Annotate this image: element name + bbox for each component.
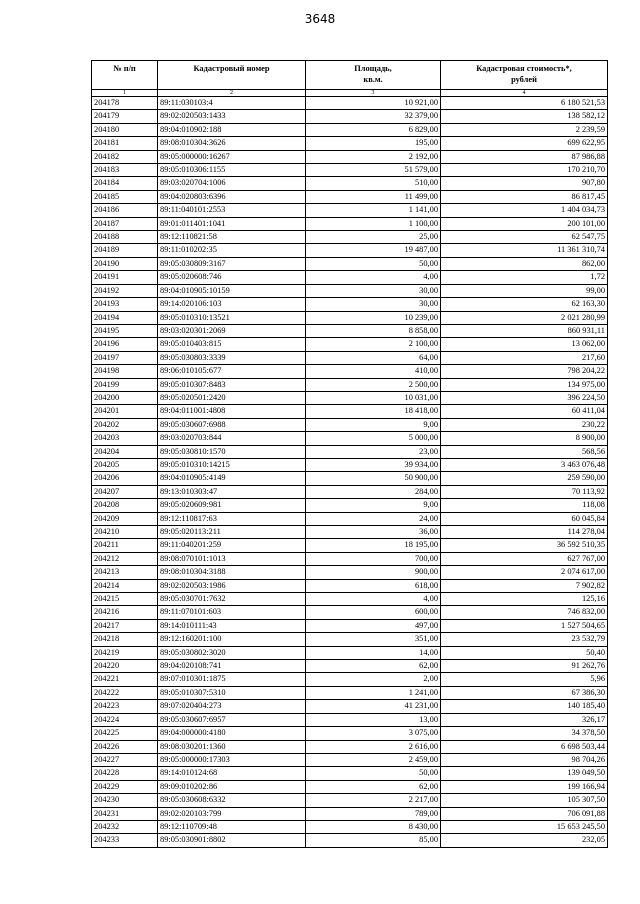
cadastral-value: 60 045,84 bbox=[441, 512, 608, 525]
table-row bbox=[92, 552, 608, 565]
area-value: 8 430,00 bbox=[306, 820, 441, 833]
cadastral-value: 230,22 bbox=[441, 418, 608, 431]
cadastral-number: 89:04:020803:6396 bbox=[158, 190, 306, 203]
cadastral-value: 114 278,04 bbox=[441, 526, 608, 539]
table-row bbox=[92, 512, 608, 525]
row-index: 204179 bbox=[92, 110, 158, 123]
table-row bbox=[92, 123, 608, 136]
row-index: 204204 bbox=[92, 445, 158, 458]
cadastral-value: 67 386,30 bbox=[441, 686, 608, 699]
cadastral-number: 89:12:110821:58 bbox=[158, 231, 306, 244]
area-value: 284,00 bbox=[306, 485, 441, 498]
row-index: 204224 bbox=[92, 713, 158, 726]
row-index: 204223 bbox=[92, 700, 158, 713]
area-value: 789,00 bbox=[306, 807, 441, 820]
row-index: 204226 bbox=[92, 740, 158, 753]
cadastral-number: 89:01:011401:1041 bbox=[158, 217, 306, 230]
cadastral-value: 91 262,76 bbox=[441, 660, 608, 673]
row-index: 204195 bbox=[92, 324, 158, 337]
area-value: 2 217,00 bbox=[306, 794, 441, 807]
area-value: 30,00 bbox=[306, 284, 441, 297]
cadastral-number: 89:04:000000:4180 bbox=[158, 727, 306, 740]
cadastral-value: 907,80 bbox=[441, 177, 608, 190]
cadastral-number: 89:05:030802:3020 bbox=[158, 646, 306, 659]
cadastral-value: 13 062,00 bbox=[441, 338, 608, 351]
table-row bbox=[92, 767, 608, 780]
cadastral-number: 89:11:040201:259 bbox=[158, 539, 306, 552]
row-index: 204225 bbox=[92, 727, 158, 740]
cadastral-value: 860 931,11 bbox=[441, 324, 608, 337]
area-value: 13,00 bbox=[306, 713, 441, 726]
column-number-row bbox=[92, 90, 608, 97]
area-value: 32 379,00 bbox=[306, 110, 441, 123]
table-row bbox=[92, 485, 608, 498]
cadastral-value: 217,60 bbox=[441, 351, 608, 364]
table-row bbox=[92, 593, 608, 606]
row-index: 204193 bbox=[92, 298, 158, 311]
header-area: Площадь, кв.м. bbox=[306, 61, 441, 90]
cadastral-number: 89:05:020501:2420 bbox=[158, 391, 306, 404]
cadastral-value: 70 113,92 bbox=[441, 485, 608, 498]
cadastral-value: 125,16 bbox=[441, 593, 608, 606]
table-row bbox=[92, 566, 608, 579]
table-row bbox=[92, 700, 608, 713]
cadastral-value: 6 180 521,53 bbox=[441, 97, 608, 110]
area-value: 24,00 bbox=[306, 512, 441, 525]
row-index: 204213 bbox=[92, 566, 158, 579]
area-value: 64,00 bbox=[306, 351, 441, 364]
area-value: 2,00 bbox=[306, 673, 441, 686]
cadastral-value: 326,17 bbox=[441, 713, 608, 726]
table-row bbox=[92, 499, 608, 512]
cadastral-table bbox=[91, 60, 608, 848]
area-value: 2 500,00 bbox=[306, 378, 441, 391]
cadastral-value: 98 704,26 bbox=[441, 753, 608, 766]
row-index: 204232 bbox=[92, 820, 158, 833]
area-value: 62,00 bbox=[306, 660, 441, 673]
cadastral-value: 798 204,22 bbox=[441, 365, 608, 378]
area-value: 25,00 bbox=[306, 231, 441, 244]
table-row bbox=[92, 673, 608, 686]
area-value: 39 934,00 bbox=[306, 458, 441, 471]
area-value: 6 829,00 bbox=[306, 123, 441, 136]
row-index: 204180 bbox=[92, 123, 158, 136]
row-index: 204233 bbox=[92, 834, 158, 847]
row-index: 204200 bbox=[92, 391, 158, 404]
cadastral-value: 36 592 510,35 bbox=[441, 539, 608, 552]
cadastral-number: 89:03:020703:844 bbox=[158, 432, 306, 445]
cadastral-value: 99,00 bbox=[441, 284, 608, 297]
area-value: 4,00 bbox=[306, 593, 441, 606]
cadastral-number: 89:05:030901:8802 bbox=[158, 834, 306, 847]
table-row bbox=[92, 713, 608, 726]
cadastral-number: 89:12:160201:100 bbox=[158, 633, 306, 646]
cadastral-number: 89:03:020301:2069 bbox=[158, 324, 306, 337]
table-row bbox=[92, 338, 608, 351]
area-value: 8 858,00 bbox=[306, 324, 441, 337]
cadastral-number: 89:07:020404:273 bbox=[158, 700, 306, 713]
area-value: 23,00 bbox=[306, 445, 441, 458]
area-value: 41 231,00 bbox=[306, 700, 441, 713]
cadastral-value: 50,40 bbox=[441, 646, 608, 659]
row-index: 204194 bbox=[92, 311, 158, 324]
cadastral-value: 706 091,88 bbox=[441, 807, 608, 820]
cadastral-number: 89:05:030810:1570 bbox=[158, 445, 306, 458]
table-row bbox=[92, 97, 608, 110]
cadastral-number: 89:08:030201:1360 bbox=[158, 740, 306, 753]
cadastral-number: 89:05:030809:3167 bbox=[158, 257, 306, 270]
table-row bbox=[92, 753, 608, 766]
cadastral-number: 89:05:020609:981 bbox=[158, 499, 306, 512]
cadastral-number: 89:14:010124:68 bbox=[158, 767, 306, 780]
cadastral-number: 89:05:010307:5310 bbox=[158, 686, 306, 699]
row-index: 204206 bbox=[92, 472, 158, 485]
area-value: 18 195,00 bbox=[306, 539, 441, 552]
cadastral-value: 34 378,50 bbox=[441, 727, 608, 740]
cadastral-number: 89:05:030701:7632 bbox=[158, 593, 306, 606]
row-index: 204182 bbox=[92, 150, 158, 163]
area-value: 36,00 bbox=[306, 526, 441, 539]
row-index: 204185 bbox=[92, 190, 158, 203]
row-index: 204216 bbox=[92, 606, 158, 619]
row-index: 204201 bbox=[92, 405, 158, 418]
cadastral-value: 2 021 280,99 bbox=[441, 311, 608, 324]
table-row bbox=[92, 727, 608, 740]
row-index: 204212 bbox=[92, 552, 158, 565]
area-value: 50 900,00 bbox=[306, 472, 441, 485]
cadastral-number: 89:08:010304:3626 bbox=[158, 137, 306, 150]
cadastral-number: 89:08:070101:1013 bbox=[158, 552, 306, 565]
cadastral-number: 89:05:000000:16267 bbox=[158, 150, 306, 163]
cadastral-value: 746 832,00 bbox=[441, 606, 608, 619]
table-row bbox=[92, 257, 608, 270]
cadastral-value: 134 975,00 bbox=[441, 378, 608, 391]
row-index: 204199 bbox=[92, 378, 158, 391]
table-row bbox=[92, 217, 608, 230]
row-index: 204230 bbox=[92, 794, 158, 807]
column-number: 4 bbox=[441, 90, 608, 97]
header-index: № п/п bbox=[92, 61, 158, 90]
table-row bbox=[92, 190, 608, 203]
table-row bbox=[92, 110, 608, 123]
table-row bbox=[92, 284, 608, 297]
table-row bbox=[92, 204, 608, 217]
cadastral-number: 89:04:010905:10159 bbox=[158, 284, 306, 297]
column-number: 2 bbox=[158, 90, 306, 97]
row-index: 204202 bbox=[92, 418, 158, 431]
area-value: 11 499,00 bbox=[306, 190, 441, 203]
cadastral-value: 627 767,00 bbox=[441, 552, 608, 565]
area-value: 2 100,00 bbox=[306, 338, 441, 351]
table-row bbox=[92, 271, 608, 284]
cadastral-number: 89:02:020103:799 bbox=[158, 807, 306, 820]
cadastral-number: 89:05:030608:6332 bbox=[158, 794, 306, 807]
row-index: 204229 bbox=[92, 780, 158, 793]
area-value: 9,00 bbox=[306, 499, 441, 512]
cadastral-number: 89:03:020704:1006 bbox=[158, 177, 306, 190]
table-row bbox=[92, 244, 608, 257]
area-value: 700,00 bbox=[306, 552, 441, 565]
cadastral-value: 62 163,30 bbox=[441, 298, 608, 311]
table-row bbox=[92, 606, 608, 619]
cadastral-value: 60 411,04 bbox=[441, 405, 608, 418]
row-index: 204191 bbox=[92, 271, 158, 284]
cadastral-number: 89:12:110709:48 bbox=[158, 820, 306, 833]
row-index: 204211 bbox=[92, 539, 158, 552]
area-value: 50,00 bbox=[306, 257, 441, 270]
cadastral-value: 87 986,88 bbox=[441, 150, 608, 163]
area-value: 618,00 bbox=[306, 579, 441, 592]
table-row bbox=[92, 418, 608, 431]
table-row bbox=[92, 660, 608, 673]
table-row bbox=[92, 150, 608, 163]
row-index: 204198 bbox=[92, 365, 158, 378]
area-value: 5 000,00 bbox=[306, 432, 441, 445]
cadastral-number: 89:06:010105:677 bbox=[158, 365, 306, 378]
cadastral-number: 89:04:020108:741 bbox=[158, 660, 306, 673]
table-row bbox=[92, 177, 608, 190]
row-index: 204208 bbox=[92, 499, 158, 512]
cadastral-value: 105 307,50 bbox=[441, 794, 608, 807]
area-value: 2 192,00 bbox=[306, 150, 441, 163]
cadastral-number: 89:05:010403:815 bbox=[158, 338, 306, 351]
cadastral-number: 89:04:010905:4149 bbox=[158, 472, 306, 485]
cadastral-number: 89:05:030607:6957 bbox=[158, 713, 306, 726]
cadastral-value: 138 582,12 bbox=[441, 110, 608, 123]
row-index: 204203 bbox=[92, 432, 158, 445]
cadastral-value: 396 224,50 bbox=[441, 391, 608, 404]
cadastral-value: 23 532,79 bbox=[441, 633, 608, 646]
area-value: 510,00 bbox=[306, 177, 441, 190]
cadastral-number: 89:13:010303:47 bbox=[158, 485, 306, 498]
cadastral-value: 1 404 034,73 bbox=[441, 204, 608, 217]
row-index: 204231 bbox=[92, 807, 158, 820]
table-row bbox=[92, 579, 608, 592]
table-row bbox=[92, 231, 608, 244]
row-index: 204186 bbox=[92, 204, 158, 217]
row-index: 204178 bbox=[92, 97, 158, 110]
cadastral-number: 89:14:010111:43 bbox=[158, 619, 306, 632]
row-index: 204221 bbox=[92, 673, 158, 686]
cadastral-number: 89:05:000000:17303 bbox=[158, 753, 306, 766]
row-index: 204205 bbox=[92, 458, 158, 471]
table-row bbox=[92, 619, 608, 632]
cadastral-value: 199 166,94 bbox=[441, 780, 608, 793]
table-row bbox=[92, 311, 608, 324]
cadastral-number: 89:11:030103:4 bbox=[158, 97, 306, 110]
table-row bbox=[92, 740, 608, 753]
row-index: 204197 bbox=[92, 351, 158, 364]
cadastral-number: 89:05:010310:14215 bbox=[158, 458, 306, 471]
cadastral-value: 259 590,00 bbox=[441, 472, 608, 485]
area-value: 1 141,00 bbox=[306, 204, 441, 217]
row-index: 204214 bbox=[92, 579, 158, 592]
area-value: 9,00 bbox=[306, 418, 441, 431]
row-index: 204183 bbox=[92, 164, 158, 177]
table-row bbox=[92, 794, 608, 807]
row-index: 204217 bbox=[92, 619, 158, 632]
table-row bbox=[92, 365, 608, 378]
cadastral-value: 862,00 bbox=[441, 257, 608, 270]
table-row bbox=[92, 458, 608, 471]
table-row bbox=[92, 780, 608, 793]
cadastral-number: 89:05:010307:8483 bbox=[158, 378, 306, 391]
cadastral-value: 8 900,00 bbox=[441, 432, 608, 445]
cadastral-value: 3 463 076,48 bbox=[441, 458, 608, 471]
row-index: 204209 bbox=[92, 512, 158, 525]
cadastral-value: 86 817,45 bbox=[441, 190, 608, 203]
area-value: 18 418,00 bbox=[306, 405, 441, 418]
area-value: 85,00 bbox=[306, 834, 441, 847]
cadastral-value: 62 547,75 bbox=[441, 231, 608, 244]
cadastral-value: 170 210,70 bbox=[441, 164, 608, 177]
area-value: 10 239,00 bbox=[306, 311, 441, 324]
row-index: 204220 bbox=[92, 660, 158, 673]
cadastral-value: 139 049,50 bbox=[441, 767, 608, 780]
area-value: 2 459,00 bbox=[306, 753, 441, 766]
cadastral-number: 89:08:010304:3188 bbox=[158, 566, 306, 579]
row-index: 204227 bbox=[92, 753, 158, 766]
area-value: 51 579,00 bbox=[306, 164, 441, 177]
cadastral-value: 568,56 bbox=[441, 445, 608, 458]
area-value: 30,00 bbox=[306, 298, 441, 311]
table-row bbox=[92, 378, 608, 391]
table-row bbox=[92, 646, 608, 659]
area-value: 351,00 bbox=[306, 633, 441, 646]
table-row bbox=[92, 137, 608, 150]
table-row bbox=[92, 445, 608, 458]
table-row bbox=[92, 391, 608, 404]
header-cadastral-value: Кадастровая стоимость*, рублей bbox=[441, 61, 608, 90]
cadastral-number: 89:05:010310:13521 bbox=[158, 311, 306, 324]
table-row bbox=[92, 820, 608, 833]
cadastral-number: 89:05:010306:1155 bbox=[158, 164, 306, 177]
page-number: 3648 bbox=[304, 12, 336, 26]
row-index: 204184 bbox=[92, 177, 158, 190]
header-cadastral-number: Кадастровый номер bbox=[158, 61, 306, 90]
cadastral-number: 89:05:020608:746 bbox=[158, 271, 306, 284]
table-row bbox=[92, 834, 608, 847]
table-row bbox=[92, 633, 608, 646]
column-number: 1 bbox=[92, 90, 158, 97]
area-value: 410,00 bbox=[306, 365, 441, 378]
row-index: 204218 bbox=[92, 633, 158, 646]
cadastral-number: 89:02:020503:1433 bbox=[158, 110, 306, 123]
cadastral-value: 118,08 bbox=[441, 499, 608, 512]
table-row bbox=[92, 472, 608, 485]
area-value: 4,00 bbox=[306, 271, 441, 284]
cadastral-value: 7 902,82 bbox=[441, 579, 608, 592]
table-row bbox=[92, 686, 608, 699]
cadastral-value: 2 074 617,00 bbox=[441, 566, 608, 579]
area-value: 900,00 bbox=[306, 566, 441, 579]
table-row bbox=[92, 351, 608, 364]
cadastral-value: 1 527 504,65 bbox=[441, 619, 608, 632]
table-row bbox=[92, 298, 608, 311]
area-value: 2 616,00 bbox=[306, 740, 441, 753]
row-index: 204207 bbox=[92, 485, 158, 498]
cadastral-value: 6 698 503,44 bbox=[441, 740, 608, 753]
cadastral-number: 89:05:020113:211 bbox=[158, 526, 306, 539]
cadastral-number: 89:12:110817:63 bbox=[158, 512, 306, 525]
cadastral-number: 89:02:020503:1986 bbox=[158, 579, 306, 592]
row-index: 204181 bbox=[92, 137, 158, 150]
table-row bbox=[92, 807, 608, 820]
table-row bbox=[92, 539, 608, 552]
cadastral-number: 89:05:030803:3339 bbox=[158, 351, 306, 364]
table-row bbox=[92, 164, 608, 177]
area-value: 10 921,00 bbox=[306, 97, 441, 110]
cadastral-value: 15 653 245,50 bbox=[441, 820, 608, 833]
cadastral-number: 89:14:020106:103 bbox=[158, 298, 306, 311]
row-index: 204187 bbox=[92, 217, 158, 230]
cadastral-number: 89:04:010902:188 bbox=[158, 123, 306, 136]
header-row bbox=[92, 61, 608, 90]
table-row bbox=[92, 526, 608, 539]
table-row bbox=[92, 432, 608, 445]
area-value: 10 031,00 bbox=[306, 391, 441, 404]
row-index: 204219 bbox=[92, 646, 158, 659]
cadastral-value: 699 622,95 bbox=[441, 137, 608, 150]
row-index: 204222 bbox=[92, 686, 158, 699]
cadastral-value: 200 101,00 bbox=[441, 217, 608, 230]
cadastral-number: 89:07:010301:1875 bbox=[158, 673, 306, 686]
row-index: 204192 bbox=[92, 284, 158, 297]
area-value: 497,00 bbox=[306, 619, 441, 632]
row-index: 204196 bbox=[92, 338, 158, 351]
column-number: 3 bbox=[306, 90, 441, 97]
cadastral-value: 1,72 bbox=[441, 271, 608, 284]
area-value: 195,00 bbox=[306, 137, 441, 150]
cadastral-number: 89:09:010202:86 bbox=[158, 780, 306, 793]
row-index: 204189 bbox=[92, 244, 158, 257]
cadastral-value: 11 361 310,74 bbox=[441, 244, 608, 257]
cadastral-number: 89:05:030607:6988 bbox=[158, 418, 306, 431]
row-index: 204228 bbox=[92, 767, 158, 780]
table-row bbox=[92, 405, 608, 418]
area-value: 1 100,00 bbox=[306, 217, 441, 230]
cadastral-number: 89:04:011001:4808 bbox=[158, 405, 306, 418]
row-index: 204190 bbox=[92, 257, 158, 270]
row-index: 204188 bbox=[92, 231, 158, 244]
area-value: 1 241,00 bbox=[306, 686, 441, 699]
area-value: 14,00 bbox=[306, 646, 441, 659]
cadastral-number: 89:11:010202:35 bbox=[158, 244, 306, 257]
area-value: 600,00 bbox=[306, 606, 441, 619]
area-value: 50,00 bbox=[306, 767, 441, 780]
cadastral-number: 89:11:040101:2553 bbox=[158, 204, 306, 217]
row-index: 204210 bbox=[92, 526, 158, 539]
area-value: 3 075,00 bbox=[306, 727, 441, 740]
area-value: 62,00 bbox=[306, 780, 441, 793]
cadastral-value: 2 239,59 bbox=[441, 123, 608, 136]
cadastral-value: 5,96 bbox=[441, 673, 608, 686]
area-value: 19 487,00 bbox=[306, 244, 441, 257]
cadastral-value: 232,05 bbox=[441, 834, 608, 847]
cadastral-number: 89:11:070101:603 bbox=[158, 606, 306, 619]
table-body bbox=[92, 97, 608, 848]
row-index: 204215 bbox=[92, 593, 158, 606]
table-row bbox=[92, 324, 608, 337]
cadastral-value: 140 185,40 bbox=[441, 700, 608, 713]
